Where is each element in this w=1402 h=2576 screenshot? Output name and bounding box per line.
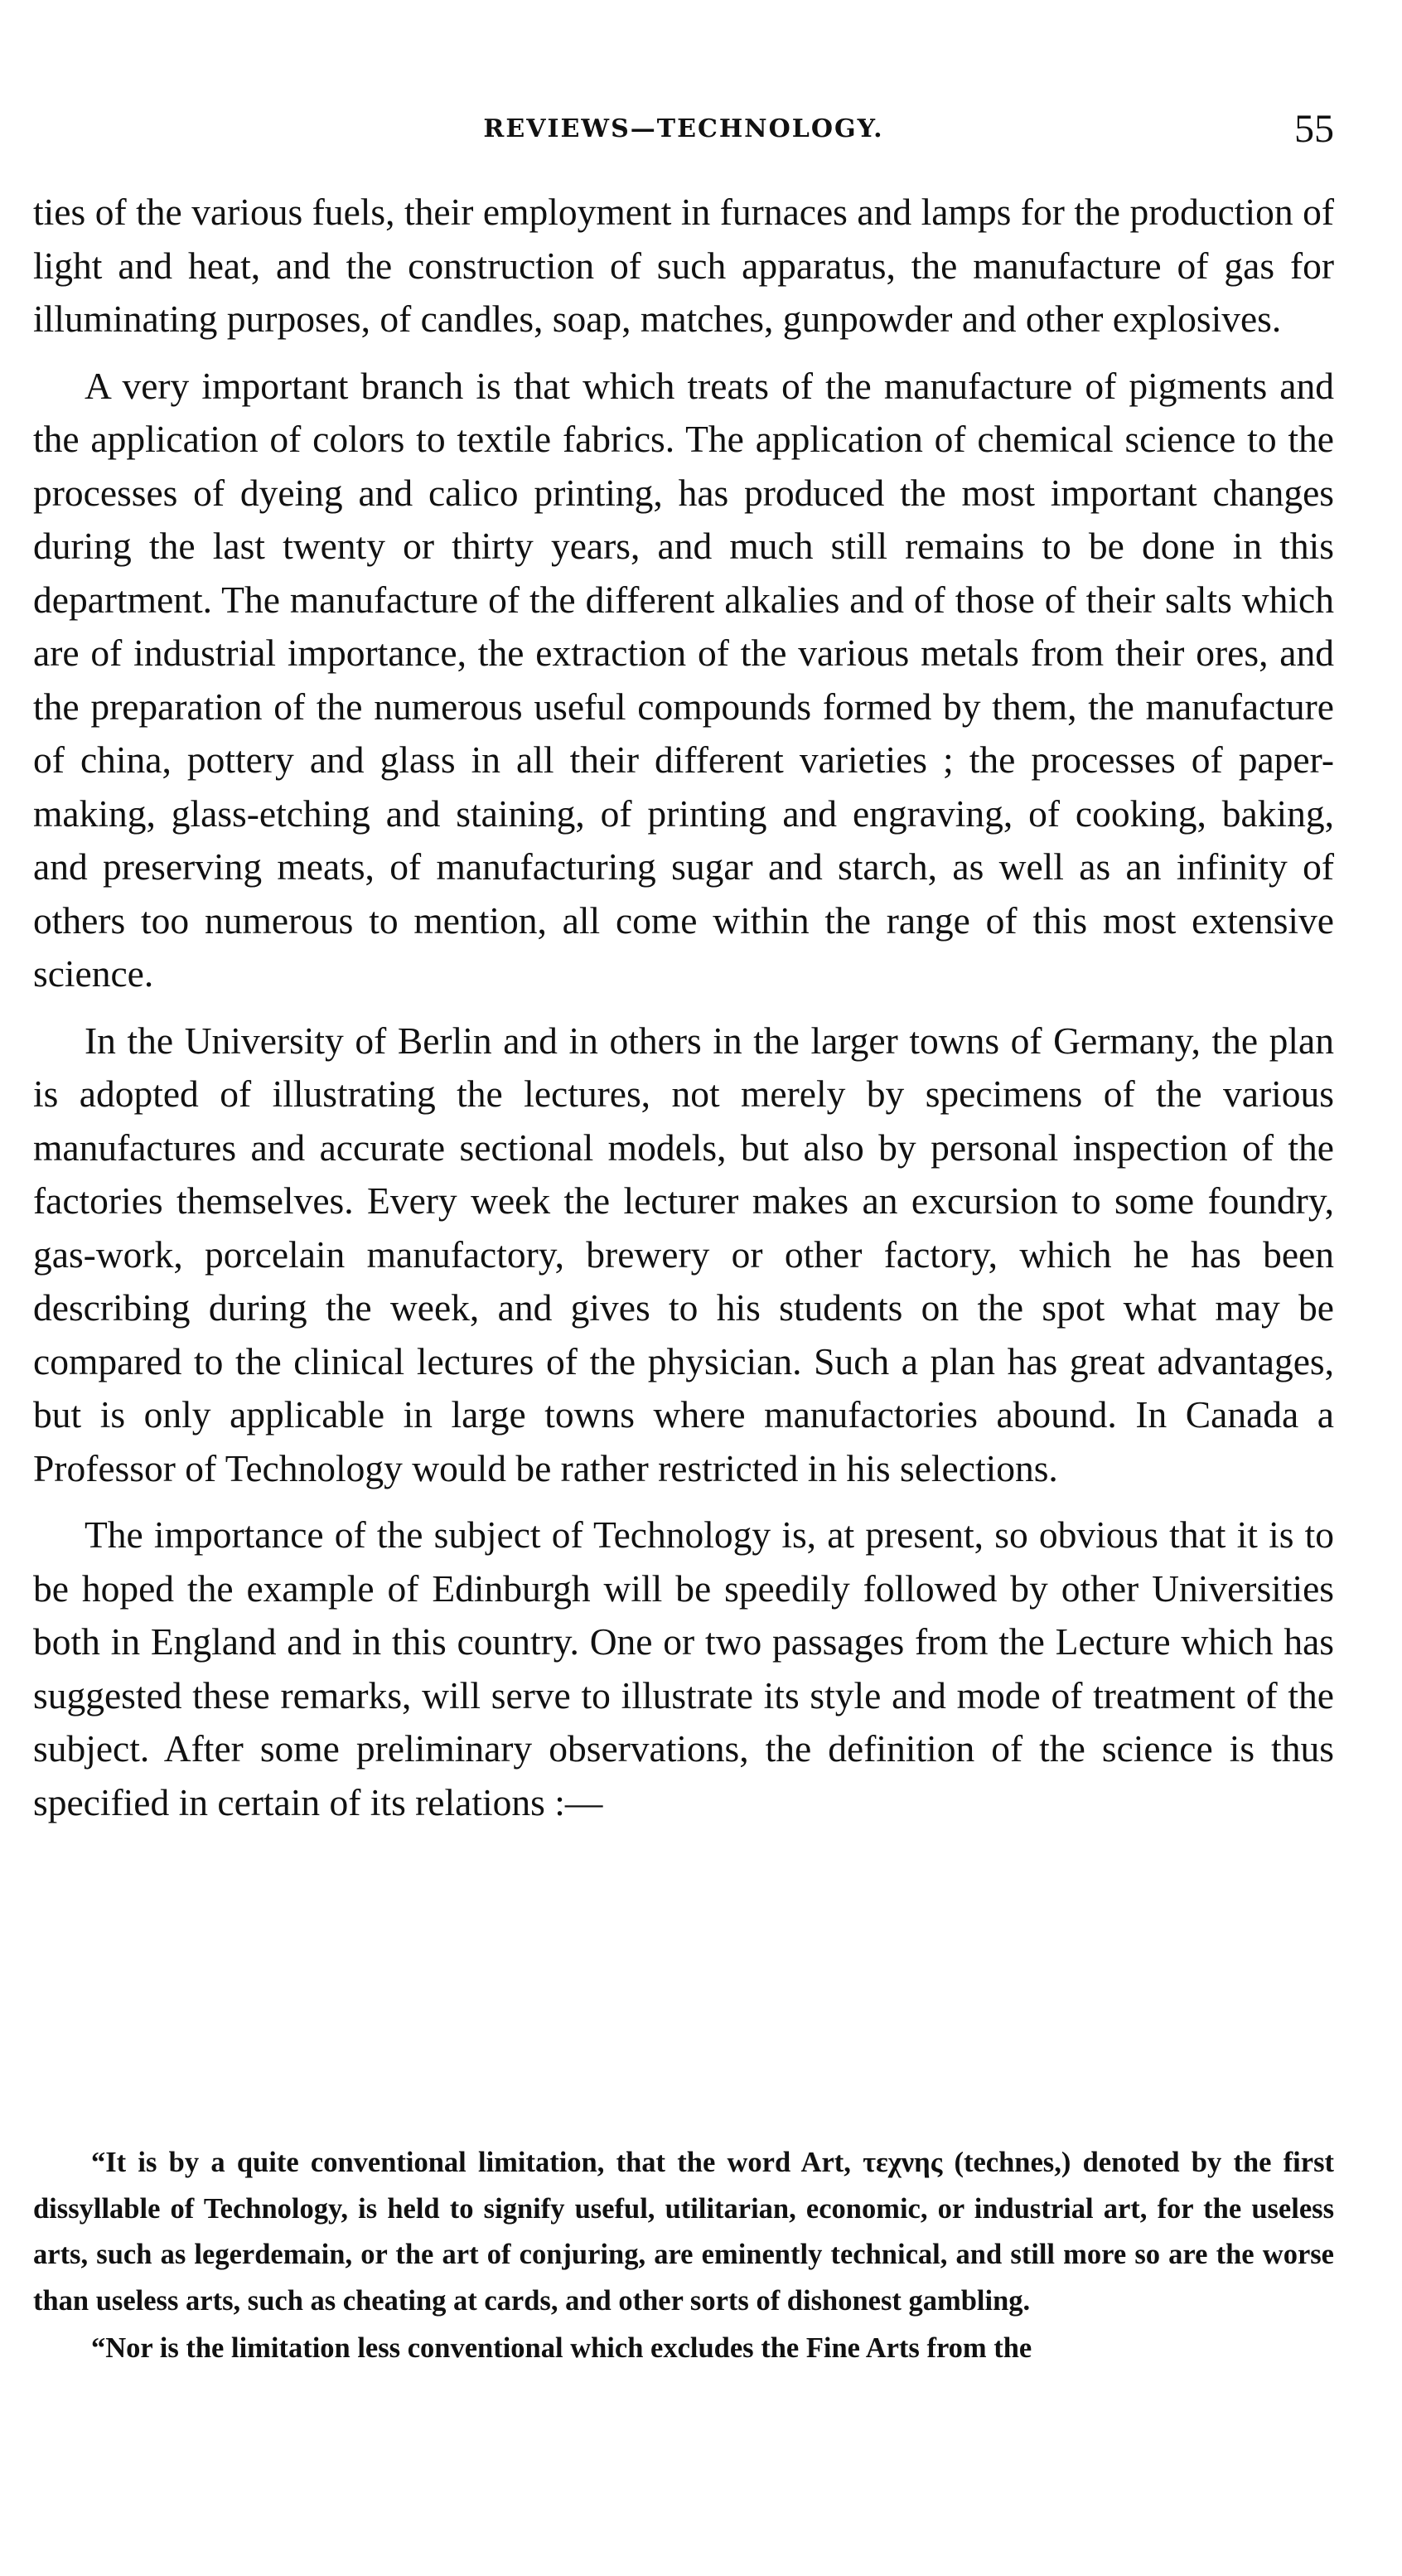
paragraph-importance: The importance of the subject of Technology is, at present, so obvious that it is to be hoped the example of Edinburgh will be speedily followed by other Universities both in England and in this country. One or two passages from the Lecture which has suggested these remarks, will serve to illustrate its style and mode of treatment of the subject. After some preliminary observations, the definition of the science is thus specified in certain of its relations :— <box>33 1513 1334 1823</box>
body-text <box>33 186 1334 1829</box>
block-quote <box>33 2140 1334 2372</box>
quote-paragraph: “Nor is the limitation less conventional which excludes the Fine Arts from the <box>91 2332 1032 2364</box>
page-number: 55 <box>1294 107 1334 151</box>
running-title: REVIEWS—TECHNOLOGY. <box>483 114 884 143</box>
quote-paragraph: “It is by a quite conventional limitation, that the word Art, τεχνης (technes,) denoted by the first dissyllable of Technology, is held to signify useful, utilitarian, economic, or industrial art, for the useless arts, such as legerdemain, or the art of conjuring, are eminently technical, and still more so are the worse than useless arts, such as cheating at cards, and other sorts of dishonest gambling. <box>33 2147 1334 2317</box>
paragraph-continuation: ties of the various fuels, their employment in furnaces and lamps for the production of light and heat, and the construction of such apparatus, the manufacture of gas for illuminating purposes, of candles, soap, matches, gunpowder and other explosives. <box>33 191 1334 340</box>
paragraph-berlin: In the University of Berlin and in others in the larger towns of Germany, the plan is adopted of illustrating the lectures, not merely by specimens of the various manufactures and accurate sectional models, but also by personal inspection of the factories themselves. Every week the lecturer makes an excursion to some foundry, gas-work, porcelain manufactory, brewery or other factory, which he has been describing during the week, and gives to his students on the spot what may be compared to the clinical lectures of the physician. Such a plan has great advantages, but is only applicable in large towns where manufactories abound. In Canada a Professor of Technology would be rather restricted in his selections. <box>33 1019 1334 1489</box>
paragraph-pigments: A very important branch is that which treats of the manufacture of pigments and the application of colors to textile fabrics. The application of chemical science to the processes of dyeing and calico printing, has produced the most important changes during the last twenty or thirty years, and much still remains to be done in this department. The manufacture of the different alkalies and of those of their salts which are of industrial importance, the extraction of the various metals from their ores, and the preparation of the numerous useful compounds formed by them, the manufacture of china, pottery and glass in all their different varieties ; the processes of paper-making, glass-etching and staining, of printing and engraving, of cooking, baking, and preserving meats, of manufacturing sugar and starch, as well as an infinity of others too numerous to mention, all come within the range of this most extensive science. <box>33 364 1334 995</box>
running-head <box>33 106 1334 156</box>
